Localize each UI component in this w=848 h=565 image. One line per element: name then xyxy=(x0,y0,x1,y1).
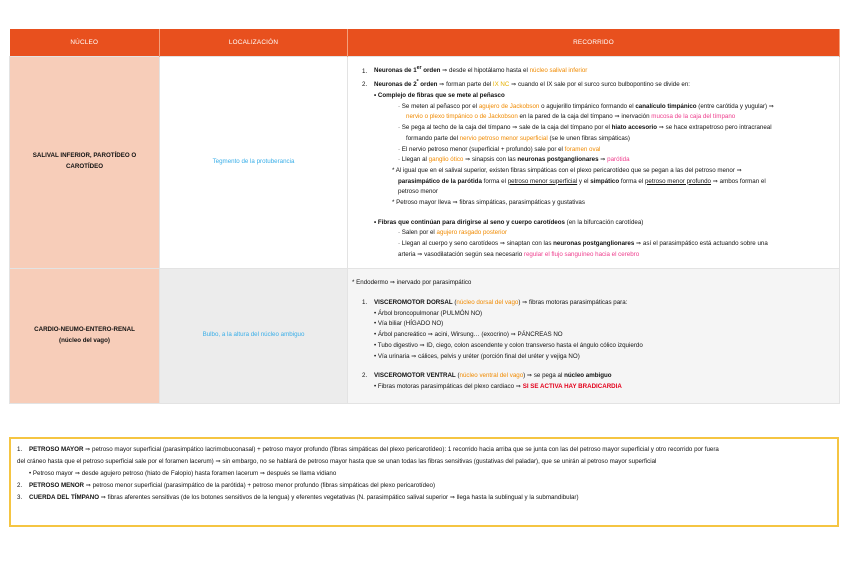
list-item: • Vía biliar (HÍGADO NO) xyxy=(374,320,444,328)
recorrido-line: • Fibras motoras parasimpáticas del plexo cardiaco ⇒ SI SE ACTIVA HAY BRADICARDIA xyxy=(374,382,622,390)
table-row xyxy=(10,56,840,268)
recorrido-line: • Fibras que continúan para dirigirse al seno y cuerpo carotídeos (en la bifurcación carotídea) xyxy=(374,218,644,226)
list-item: • Vía urinaria ⇒ cálices, pelvis y uréter (porción final del uréter y vejiga NO) xyxy=(374,352,580,360)
recorrido-line: · Llegan al cuerpo y seno carotídeos ⇒ sinaptan con las neuronas postganglionares ⇒ así el parasimpático está actuando sobre una xyxy=(398,240,768,248)
note-line: • Petroso mayor ⇒ desde agujero petroso (hiato de Falopio) hasta foramen lacerum ⇒ después se llama vidiano xyxy=(29,470,337,477)
table-row xyxy=(10,268,840,403)
header-localizacion: LOCALIZACIÓN xyxy=(160,29,348,56)
note-line: del cráneo hasta que el petroso superficial sale por el foramen lacerum) ⇒ sin embargo, no se hablará de petroso mayor hasta que se unan todas las fibras sensitivas (gustativas del paladar), que se unirán al petroso mayor superficial xyxy=(17,458,657,465)
recorrido-line: arteria ⇒ vasodilatación según sea necesario regular el flujo sanguíneo hacia el cerebro xyxy=(398,250,640,258)
recorrido-line: 1. VISCEROMOTOR DORSAL (núcleo dorsal del vago) ⇒ fibras motoras parasimpáticas para: xyxy=(362,299,628,307)
note-line: 3. CUERDA DEL TÍMPANO ⇒ fibras aferentes sensitivas (de los botones sensitivos de la lengua) y eferentes vegetativas (N. parasimpático salival superior ⇒ llega hasta la sublingual y la submandibular) xyxy=(17,494,579,501)
nucleo-cell: CARDIO-NEUMO-ENTERO-RENAL (núcleo del vago) xyxy=(10,268,160,403)
recorrido-line: parasimpático de la parótida forma el petroso menor superficial y el simpático forma el petroso menor profundo ⇒ ambos forman el xyxy=(398,177,766,185)
list-item: • Árbol pancreático ⇒ acini, Wirsung… (exocrino) ⇒ PÁNCREAS NO xyxy=(374,331,563,339)
recorrido-line: · Se pega al techo de la caja del tímpano ⇒ sale de la caja del tímpano por el hiato accesorio ⇒ se hace extrapetroso pero intracraneal xyxy=(398,124,772,132)
recorrido-cell xyxy=(348,56,840,268)
recorrido-line: · Llegan al ganglio ótico ⇒ sinapsis con las neuronas postganglionares ⇒ parótida xyxy=(398,156,630,164)
recorrido-line: * Al igual que en el salival superior, existen fibras simpáticas con el plexo pericarotídeo que se pegan a las del petroso menor ⇒ xyxy=(392,166,742,174)
header-nucleo: NÚCLEO xyxy=(10,29,160,56)
recorrido-line: 2. VISCEROMOTOR VENTRAL (núcleo ventral del vago) ⇒ se pega al núcleo ambiguo xyxy=(362,372,612,380)
recorrido-line: · Se meten al peñasco por el agujero de Jackobson o agujerillo timpánico formando el canalículo timpánico (entre carótida y yugular) ⇒ xyxy=(398,102,774,110)
recorrido-line: · El nervio petroso menor (superficial + profundo) sale por el foramen oval xyxy=(398,145,601,153)
nucleo-cell: SALIVAL INFERIOR, PAROTÍDEO O CAROTÍDEO xyxy=(10,56,160,268)
recorrido-line: · Salen por el agujero rasgado posterior xyxy=(398,229,508,237)
note-line: 2. PETROSO MENOR ⇒ petroso menor superficial (parasimpático de la parótida) + petroso menor profundo (fibras simpáticas del plexo pericarotídeo) xyxy=(17,482,436,489)
neuro-table xyxy=(9,29,840,404)
recorrido-line: * Petroso mayor lleva ⇒ fibras simpáticas, parasimpáticas y gustativas xyxy=(392,199,585,207)
recorrido-line: * Endodermo ⇒ inervado por parasimpático xyxy=(352,279,472,287)
recorrido-line: 2. Neuronas de $2^º$ orden ⇒ forman parte del IX NC ⇒ cuando el IX sale por el surco surco bulbopontino se divide en: xyxy=(362,79,690,89)
localizacion-cell: Bulbo, a la altura del núcleo ambiguo xyxy=(160,268,348,403)
localizacion-cell: Tegmento de la protuberancia xyxy=(160,56,348,268)
list-item: • Tubo digestivo ⇒ ID, ciego, colon ascendente y colon transverso hasta el ángulo cólico izquierdo xyxy=(374,341,643,349)
note-line: 1. PETROSO MAYOR ⇒ petroso mayor superficial (parasimpático lacrimobuconasal) + petroso mayor profundo (fibras simpáticas del plexo pericarotídeo): 1 recorrido hacia arriba que se junta con las del petroso mayor superficial y otro recorrido por fuera xyxy=(17,446,719,453)
list-item: • Árbol broncopulmonar (PULMÓN NO) xyxy=(374,309,483,317)
notes-box xyxy=(9,437,839,527)
recorrido-line: • Complejo de fibras que se mete al peñasco xyxy=(374,91,505,99)
header-row xyxy=(10,29,840,56)
recorrido-cell xyxy=(348,268,840,403)
recorrido-line: 1. Neuronas de 1er orden ⇒ desde el hipotálamo hasta el núcleo salival inferior xyxy=(362,65,588,75)
header-recorrido: RECORRIDO xyxy=(348,29,840,56)
recorrido-line: petroso menor xyxy=(398,188,438,196)
recorrido-line: formando parte del nervio petroso menor superficial (se le unen fibras simpáticas) xyxy=(406,134,630,142)
recorrido-line: nervio o plexo timpánico o de Jackobson en la pared de la caja del tímpano ⇒ inervación mucosa de la caja del tímpano xyxy=(406,113,736,121)
